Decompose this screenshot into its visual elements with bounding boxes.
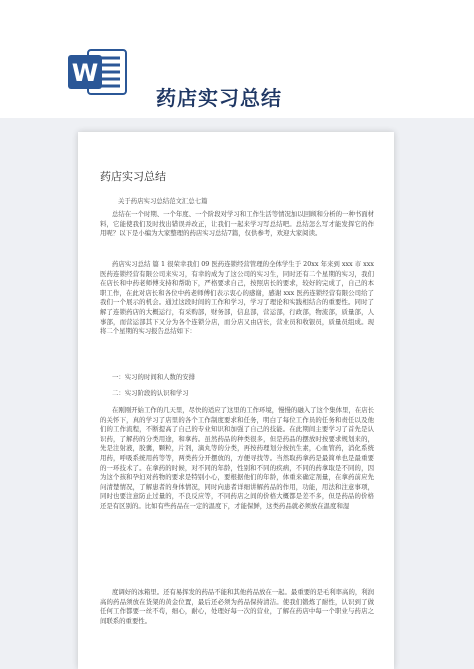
word-icon: [66, 48, 128, 96]
document-title: 药店实习总结: [100, 170, 166, 183]
paragraph-intro: 总结在一个时期、一个年度、一个阶段对学习和工作生活等情况加以回顾和分析的一种书面材料，它能使我们及时找出错误并改正，让我们一起来学习写总结吧。总结怎么写才能发挥它的作用呢？以下是小编为大家整理的药店实习总结7篇，仅供参考，欢迎大家阅读。: [100, 210, 375, 238]
paragraph-2: 在刚刚开始工作的几天里，尽快的适应了这里的工作环境，慢慢的融入了这个集体里，在店长的关怀下，真的学习了店里的各个工作制度要求和任务，明白了每位工作员的任务和责任以及他们的工作流程，不断提高了自己的专业知识和加强了自己的技能。在此期间主要学习了首先是认识药，了解药的分类用途，和拿药。虽然药品的种类很多，但是药品的摆放时按要求规划来的，先是注射液，胶囊，颗粒，片剂，滴丸等的分类，再按药理划分按抗生素，心血管药，消化系统用药，呼吸系统用药等等，两类药分开摆放的，方便寻找等。当然取药拿药是最简单也是最重要的一环技术了。在拿药的时候，对不同的年龄，性别和不同的疾病，不同的药拿取是不同的，因为这个孩和孕妇对药物的要求是特别小心，要根据他们的年龄，体重来确定剂量，在拿药前应先问清楚情况，了解患者的身体情况，同时向患者详细讲解药品的作用，功能，用法和注意事项，同时也要注意防止过量的，不良反应等，不同药店之间的价格大概都是差不多，但是药品的价格还是有区别的。比如有些药品在一定的温度下，才能保鲜，这类药品就必须放在温度和湿: [100, 406, 375, 510]
document-subtitle: 关于药店实习总结范文汇总七篇: [118, 197, 208, 205]
page-header: [0, 0, 474, 118]
section-heading-1: 一：实习的时间和人数的安排: [112, 373, 196, 381]
paragraph-1: 药店实习总结 篇 1 很荣幸我们 09 医药连锁经营管理的全体学生于 20xx 年来到 xxx 市 xxx 医药连锁经营有限公司来实习，有幸的成为了这公司的实习生，同时还有二个星期的实习，我们在店长和中药老师傅支持和帮助下，严格要求自己，按照店长的要求，较好的完成了，自己的本职工作，在此对店长和各位中药老师傅们表示衷心的感谢，感谢 xxx 医药连锁经营有限公司给了我们一个展示的机会。通过这段时间的工作和学习，学习了理论和实践相结合的重要性。同时了解了连锁药店的大概运行，有采购部，财务部，信息部，营运部，行政部，物流部，质量部，人事部，而营运部其下又分为各个连锁分店，而分店又由店长，营业员和收银员，质量员组成。现将二个星期的实习报告总结如下：: [100, 260, 374, 336]
document-page: [78, 132, 394, 669]
page-title: 药店实习总结: [156, 86, 282, 110]
word-icon-letter: W: [71, 59, 99, 87]
paragraph-3: 度调好的冰箱里。还有易挥发的药品不能和其他药品放在一起。最重要的是毛利率高的，利润高的药品须放在货架的黄金位置，最后还必须为药品保持清洁。使我们锻炼了耐性，认识到了做任何工作都要一丝不苟，细心，耐心，处理好每一次的营业，了解在药店中每一个职业与药店之间联系的重要性。: [100, 588, 375, 625]
section-heading-2: 二：实习阶段的认识和学习: [112, 389, 189, 397]
